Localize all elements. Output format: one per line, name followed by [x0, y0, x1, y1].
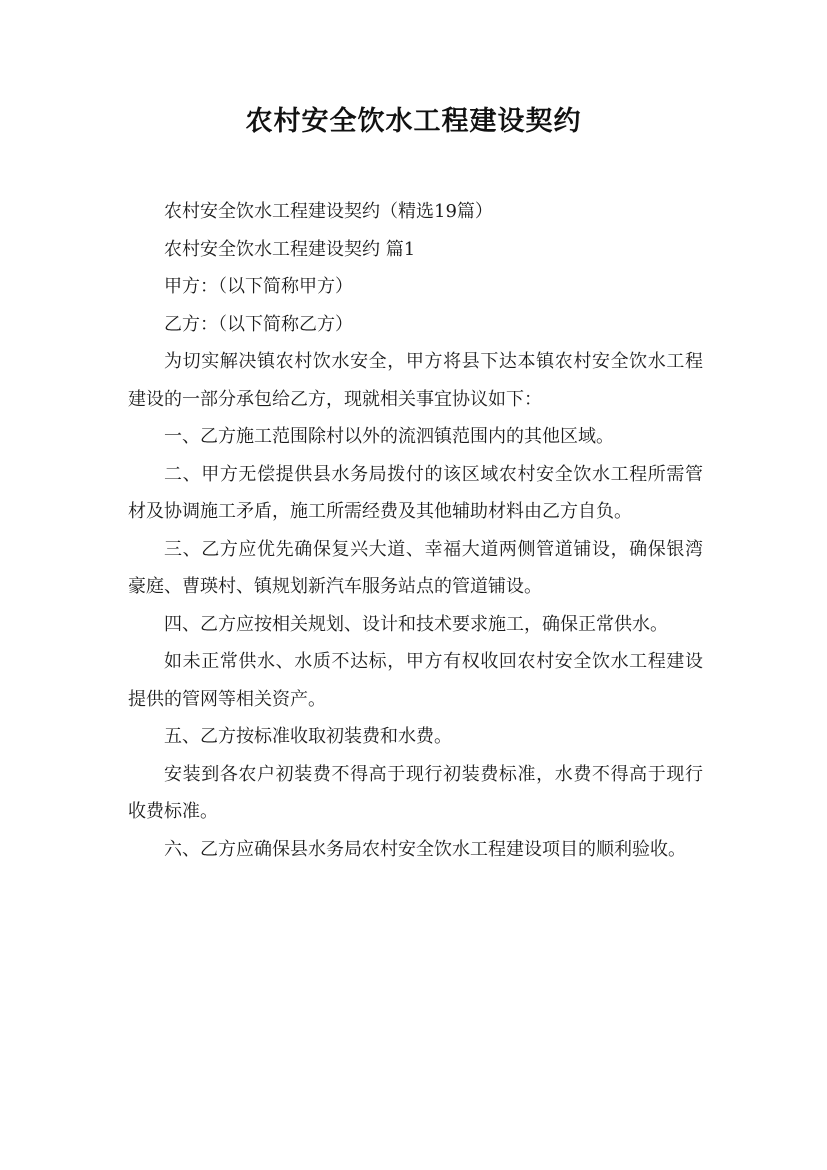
paragraph-clause-5: 五、乙方按标准收取初装费和水费。 — [164, 726, 452, 747]
paragraph-clause-3: 三、乙方应优先确保复兴大道、幸福大道两侧管道铺设，确保银湾豪庭、曹瑛村、镇规划新汽车服务站点的管道铺设。 — [128, 538, 703, 597]
paragraph-clause-6: 六、乙方应确保县水务局农村安全饮水工程建设项目的顺利验收。 — [164, 838, 686, 860]
paragraph-clause-1: 一、乙方施工范围除村以外的流泗镇范围内的其他区域。 — [164, 426, 614, 447]
paragraph-clause-5-note: 安装到各农户初装费不得高于现行初装费标准，水费不得高于现行收费标准。 — [128, 763, 703, 822]
paragraph-section-heading: 农村安全饮水工程建设契约 篇1 — [164, 238, 416, 260]
paragraph-clause-4: 四、乙方应按相关规划、设计和技术要求施工，确保正常供水。 — [164, 613, 668, 635]
paragraph-preamble: 为切实解决镇农村饮水安全，甲方将县下达本镇农村安全饮水工程建设的一部分承包给乙方，现就相关事宜协议如下： — [128, 351, 703, 410]
paragraph-subtitle: 农村安全饮水工程建设契约（精选19篇） — [164, 201, 493, 222]
paragraph-party-b: 乙方：（以下简称乙方） — [164, 313, 353, 335]
paragraph-party-a: 甲方：（以下简称甲方） — [164, 276, 353, 297]
document-title: 农村安全饮水工程建设契约 — [245, 106, 582, 137]
paragraph-clause-4-note: 如未正常供水、水质不达标，甲方有权收回农村安全饮水工程建设提供的管网等相关资产。 — [128, 651, 703, 710]
paragraph-clause-2: 二、甲方无偿提供县水务局拨付的该区域农村安全饮水工程所需管材及协调施工矛盾，施工所需经费及其他辅助材料由乙方自负。 — [128, 463, 703, 522]
document-body — [128, 193, 703, 868]
